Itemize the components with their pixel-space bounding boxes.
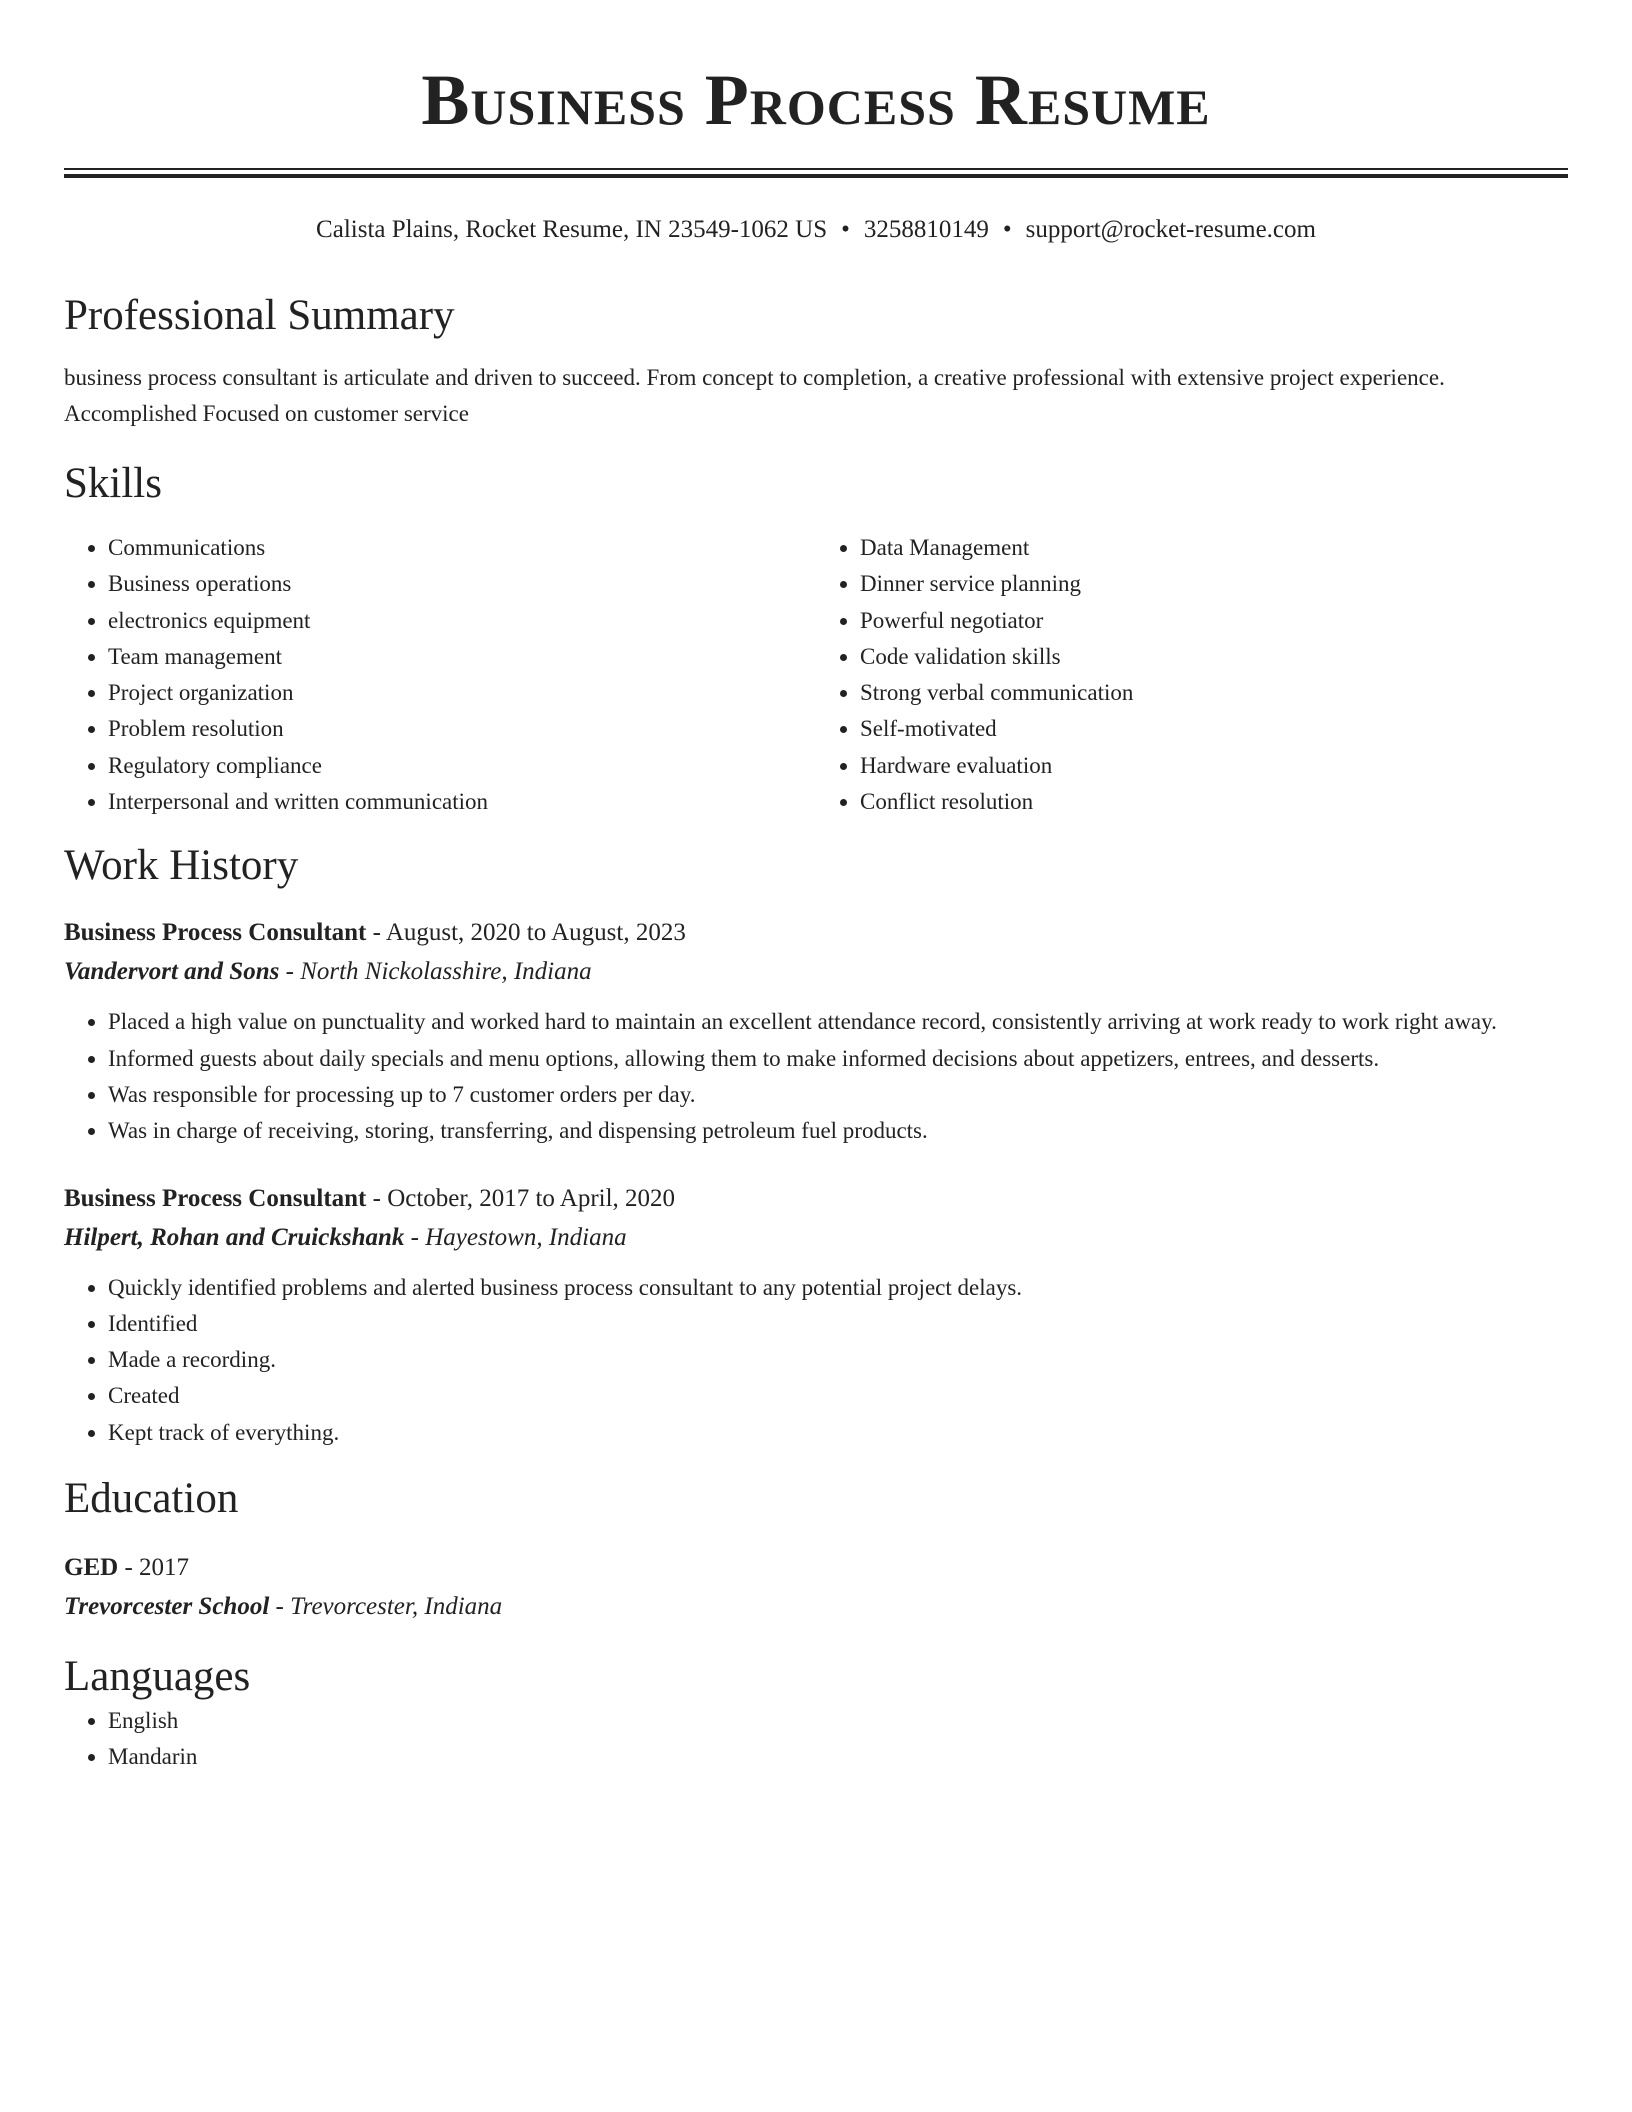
job-bullet: • Was responsible for processing up to 7 customer orders per day. xyxy=(108,1077,1568,1113)
contact-phone: 3258810149 xyxy=(863,216,989,243)
job-bullet: • Made a recording. xyxy=(108,1342,1568,1378)
job-dates: October, 2017 to April, 2020 xyxy=(387,1184,676,1212)
education-dash: - xyxy=(269,1593,291,1621)
contact-email: support@rocket-resume.com xyxy=(1025,216,1316,243)
skills-grid xyxy=(64,530,1568,820)
skills-list-left xyxy=(64,530,816,820)
job-title-line xyxy=(64,1180,1568,1218)
skill-item: • Dinner service planning xyxy=(860,566,1568,602)
skills-heading: Skills xyxy=(64,460,162,507)
education-school: Trevorcester School xyxy=(64,1593,270,1621)
divider-line-thick xyxy=(64,174,1568,178)
skill-item: • Problem resolution xyxy=(108,711,816,747)
job-entry xyxy=(64,1180,1568,1451)
skill-item: • Conflict resolution xyxy=(860,784,1568,820)
job-bullets xyxy=(64,1004,1568,1149)
page-title: Business Process Resume xyxy=(421,60,1211,140)
skill-item: • Hardware evaluation xyxy=(860,748,1568,784)
job-role: Business Process Consultant xyxy=(64,919,367,947)
skill-item: • Project organization xyxy=(108,675,816,711)
education-entry xyxy=(64,1549,1568,1627)
job-title-line xyxy=(64,914,1568,952)
job-bullet: • Created xyxy=(108,1378,1568,1414)
job-company: Vandervort and Sons xyxy=(64,958,280,986)
job-bullet: • Identified xyxy=(108,1306,1568,1342)
skill-item: • Data Management xyxy=(860,530,1568,566)
job-company-line xyxy=(64,1218,1568,1258)
contact-line xyxy=(64,214,1568,246)
language-item: • English xyxy=(108,1703,1568,1739)
skill-item: • Business operations xyxy=(108,566,816,602)
job-dash: - xyxy=(366,1184,388,1212)
contact-separator: • xyxy=(1002,216,1012,243)
skill-item: • Interpersonal and written communication xyxy=(108,784,816,820)
job-company: Hilpert, Rohan and Cruickshank xyxy=(64,1223,405,1251)
work-history-heading: Work History xyxy=(64,842,299,890)
education-degree-line xyxy=(64,1549,1568,1587)
skill-item: • Communications xyxy=(108,530,816,566)
job-bullet: • Informed guests about daily specials and menu options, allowing them to make informed decisions about appetizers, entrees, and desserts. xyxy=(108,1041,1568,1077)
languages-heading: Languages xyxy=(64,1653,251,1701)
contact-separator: • xyxy=(841,216,850,243)
languages-list xyxy=(64,1703,1568,1776)
skill-item: • Team management xyxy=(108,639,816,675)
job-bullets xyxy=(64,1270,1568,1451)
job-dates: August, 2020 to August, 2023 xyxy=(385,919,686,947)
education-school-line xyxy=(64,1587,1568,1627)
job-bullet: • Placed a high value on punctuality and worked hard to maintain an excellent attendance record, consistently arriving at work ready to work right away. xyxy=(108,1004,1568,1040)
summary-heading: Professional Summary xyxy=(64,292,455,339)
job-location: Hayestown, Indiana xyxy=(425,1223,627,1251)
job-entry xyxy=(64,914,1568,1149)
language-item: • Mandarin xyxy=(108,1739,1568,1775)
skills-column-right xyxy=(816,530,1568,820)
title-divider xyxy=(64,168,1568,178)
education-year: 2017 xyxy=(139,1554,190,1582)
skills-list-right xyxy=(816,530,1568,820)
contact-address: Calista Plains, Rocket Resume, IN 23549-1062 US xyxy=(316,216,828,243)
skill-item: • Self-motivated xyxy=(860,711,1568,747)
job-company-line xyxy=(64,952,1568,992)
job-dash: - xyxy=(404,1223,426,1251)
job-role: Business Process Consultant xyxy=(64,1184,367,1212)
summary-text: business process consultant is articulate and driven to succeed. From concept to completion, a creative professional with extensive project experience. Accomplished Focused on customer service xyxy=(64,365,1445,426)
divider-line-thin xyxy=(64,168,1568,170)
skill-item: • Code validation skills xyxy=(860,639,1568,675)
job-bullet: • Quickly identified problems and alerted business process consultant to any potential project delays. xyxy=(108,1270,1568,1306)
skill-item: • Regulatory compliance xyxy=(108,748,816,784)
education-dash: - xyxy=(118,1554,140,1582)
job-location: North Nickolasshire, Indiana xyxy=(300,958,592,986)
job-bullet: • Kept track of everything. xyxy=(108,1415,1568,1451)
skill-item: • Strong verbal communication xyxy=(860,675,1568,711)
job-bullet: • Was in charge of receiving, storing, transferring, and dispensing petroleum fuel products. xyxy=(108,1113,1568,1149)
education-location: Trevorcester, Indiana xyxy=(290,1593,503,1621)
job-dash: - xyxy=(366,919,386,947)
skills-column-left xyxy=(64,530,816,820)
education-heading: Education xyxy=(64,1475,239,1523)
job-dash: - xyxy=(279,958,301,986)
education-degree: GED xyxy=(64,1554,119,1582)
skill-item: • electronics equipment xyxy=(108,603,816,639)
skill-item: • Powerful negotiator xyxy=(860,603,1568,639)
